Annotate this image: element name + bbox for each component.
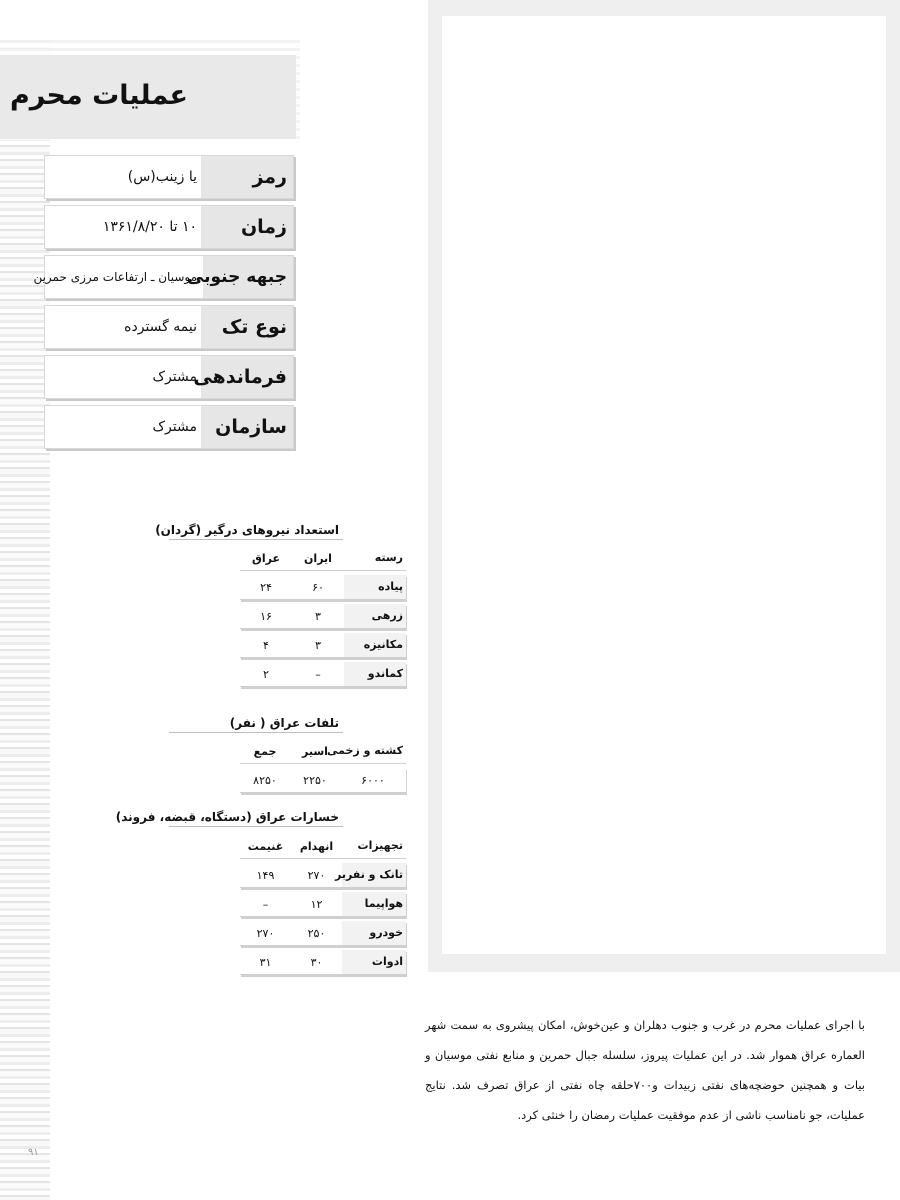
table-header-cell: غنیمت (247, 839, 284, 853)
info-label: رمز (201, 156, 293, 198)
table-header-cell: ایران (304, 551, 332, 565)
table-header-cell: اسیر (302, 744, 328, 758)
table-cell: ۱۴۹ (256, 868, 275, 882)
page-number: ۹۱ (28, 1147, 39, 1158)
margin-stripes (0, 40, 50, 1200)
table-cell: ۳۰ (310, 955, 323, 969)
table-cell: ۶۰۰۰ (361, 773, 385, 787)
info-value: موسیان ـ ارتفاعات مرزی حمرین (33, 270, 197, 284)
info-value: ۱۰ تا ۱۳۶۱/۸/۲۰ (102, 219, 197, 235)
table-cell: ادوات (342, 950, 406, 974)
table-cell: ۶۰ (312, 580, 324, 594)
body-paragraph: با اجرای عملیات محرم در غرب و جنوب دهلران و عین‌خوش، امکان پیشروی به سمت شهر العماره عراق هموار شد. در این عملیات پیروز، سلسله جبال حمرین و منابع نفتی موسیان و بیات و همچنین حوضچه‌های نفتی زبیدات و۷۰۰حلقه چاه نفتی از عراق تصرف شد. نتایج عملیات، جو نامناسب ناشی از عدم موفقیت عملیات رمضان را خنثی کرد. (425, 1017, 865, 1122)
info-row-time (44, 205, 294, 249)
info-value: مشترک (152, 419, 197, 435)
table-cell: ۱۶ (260, 609, 272, 623)
info-label: نوع تک (201, 306, 293, 348)
table-header-cell: جمع (253, 744, 277, 758)
losses-table (240, 834, 406, 979)
table-header-cell: عراق (252, 551, 280, 565)
forces-table (240, 546, 406, 691)
table-cell: – (262, 897, 269, 911)
table-cell: ۳۱ (259, 955, 272, 969)
table-cell: ۳ (315, 609, 321, 623)
table-cell: خودرو (342, 921, 406, 945)
table-cell: تانک و نفربر (342, 863, 406, 887)
table-header-cell: تجهیزات (357, 839, 403, 852)
table-cell: ۸۲۵۰ (253, 773, 277, 787)
table-row (240, 633, 406, 658)
table-row (240, 768, 406, 793)
table-cell: ۲ (263, 667, 269, 681)
table-cell: مکانیزه (344, 633, 406, 657)
info-label: زمان (201, 206, 293, 248)
info-value: نیمه گسترده (124, 319, 197, 335)
table-header-row (240, 546, 406, 571)
table-cell: – (315, 667, 321, 681)
table-cell: ۲۲۵۰ (303, 773, 327, 787)
info-panel (33, 155, 294, 455)
table-cell: پیاده (344, 575, 406, 599)
info-row-front (33, 255, 294, 299)
table-row (240, 892, 406, 917)
table-cell: ۳ (315, 638, 321, 652)
table-cell: کماندو (344, 662, 406, 686)
table-row (240, 921, 406, 946)
table-cell: ۲۵۰ (307, 926, 326, 940)
casualties-table-title: تلفات عراق ( نفر) (169, 716, 343, 733)
info-label: جبهه جنوبی (203, 256, 293, 298)
losses-table-title: خسارات عراق (دستگاه، قبضه، فروند) (169, 810, 343, 827)
table-cell: ۲۷۰ (256, 926, 275, 940)
table-header-cell: رسته (374, 551, 403, 564)
table-header-row (240, 834, 406, 859)
photo-placeholder (442, 16, 886, 954)
table-row (240, 604, 406, 629)
info-value: مشترک (152, 369, 197, 385)
casualties-table (240, 739, 406, 797)
page-title: عملیات محرم (9, 80, 188, 111)
table-cell: ۴ (263, 638, 269, 652)
forces-table-title: استعداد نیروهای درگیر (گردان) (169, 523, 343, 540)
table-row (240, 662, 406, 687)
table-cell: ۱۲ (310, 897, 323, 911)
table-header-cell: انهدام (299, 839, 334, 853)
info-row-command (44, 355, 294, 399)
table-header-row (240, 739, 406, 764)
table-cell: زرهی (344, 604, 406, 628)
table-row (240, 950, 406, 975)
table-cell: ۲۴ (260, 580, 272, 594)
info-label: فرماندهی (201, 356, 293, 398)
table-cell: ۲۷۰ (307, 868, 326, 882)
table-row (240, 575, 406, 600)
info-row-organization (44, 405, 294, 449)
table-row (240, 863, 406, 888)
info-label: سازمان (201, 406, 293, 448)
photo-frame (428, 0, 900, 972)
table-cell: هواپیما (342, 892, 406, 916)
info-row-code (44, 155, 294, 199)
info-value: یا زینب(س) (127, 169, 197, 185)
info-row-type (44, 305, 294, 349)
table-header-cell: کشته و زخمی (326, 744, 403, 757)
